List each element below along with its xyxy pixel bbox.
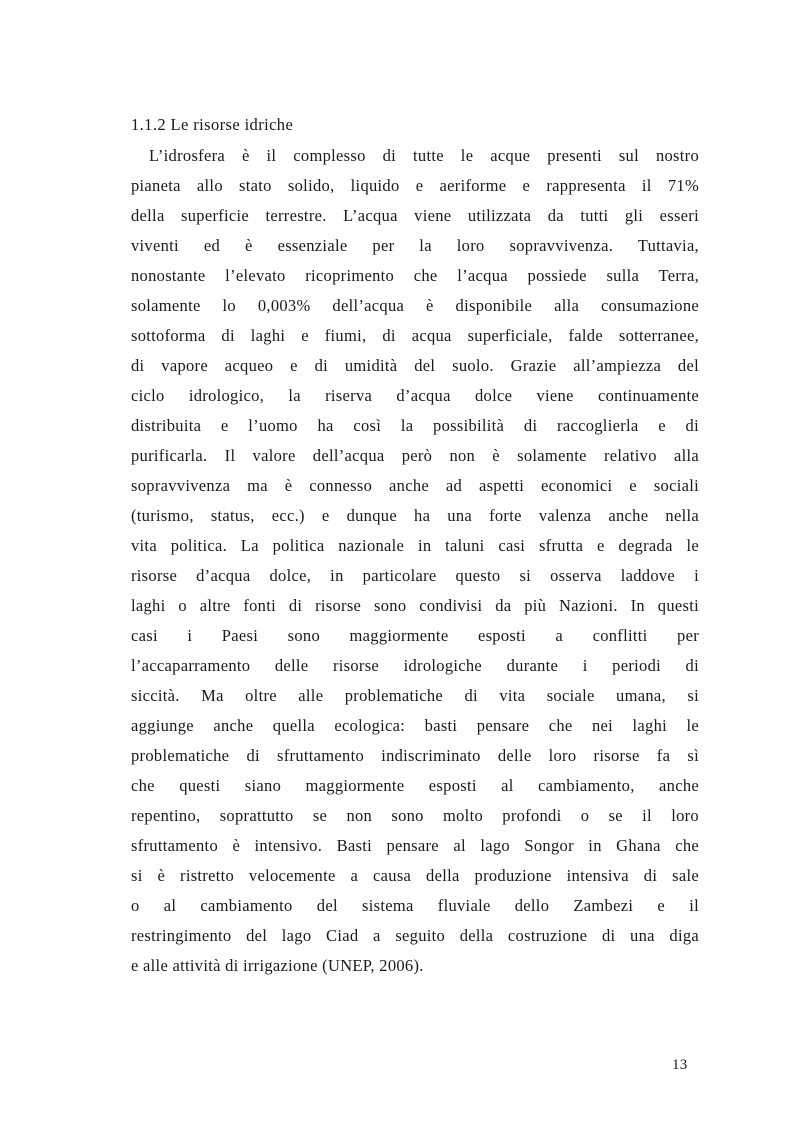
paragraph-line: nonostante l’elevato ricoprimento che l’acqua possiede sulla Terra, — [131, 266, 699, 285]
paragraph-line: della superficie terrestre. L’acqua viene utilizzata da tutti gli esseri — [131, 206, 699, 225]
paragraph-line: sopravvivenza ma è connesso anche ad aspetti economici e sociali — [131, 476, 699, 495]
paragraph-line: pianeta allo stato solido, liquido e aeriforme e rappresenta il 71% — [131, 176, 699, 195]
section-heading: 1.1.2 Le risorse idriche — [131, 115, 294, 134]
paragraph-line: l’accaparramento delle risorse idrologiche durante i periodi di — [131, 656, 699, 675]
paragraph-line: restringimento del lago Ciad a seguito della costruzione di una diga — [131, 926, 699, 945]
paragraph-line: aggiunge anche quella ecologica: basti pensare che nei laghi le — [131, 716, 699, 735]
paragraph-line: problematiche di sfruttamento indiscriminato delle loro risorse fa sì — [131, 746, 699, 765]
paragraph-line: vita politica. La politica nazionale in taluni casi sfrutta e degrada le — [131, 536, 699, 555]
paragraph-line: sfruttamento è intensivo. Basti pensare al lago Songor in Ghana che — [131, 836, 699, 855]
page-number: 13 — [672, 1057, 688, 1073]
paragraph-line: purificarla. Il valore dell’acqua però non è solamente relativo alla — [131, 446, 699, 465]
paragraph-line: o al cambiamento del sistema fluviale dello Zambezi e il — [131, 896, 699, 915]
paragraph-line: che questi siano maggiormente esposti al cambiamento, anche — [131, 776, 699, 795]
paragraph-line: si è ristretto velocemente a causa della produzione intensiva di sale — [131, 866, 699, 885]
paragraph-line: ciclo idrologico, la riserva d’acqua dolce viene continuamente — [131, 386, 699, 405]
paragraph-line: distribuita e l’uomo ha così la possibilità di raccoglierla e di — [131, 416, 699, 435]
body-paragraph — [131, 141, 699, 981]
paragraph-line: solamente lo 0,003% dell’acqua è disponibile alla consumazione — [131, 296, 699, 315]
paragraph-line: laghi o altre fonti di risorse sono condivisi da più Nazioni. In questi — [131, 596, 699, 615]
paragraph-line: casi i Paesi sono maggiormente esposti a conflitti per — [131, 626, 699, 645]
paragraph-line: risorse d’acqua dolce, in particolare questo si osserva laddove i — [131, 566, 699, 585]
paragraph-line: di vapore acqueo e di umidità del suolo. Grazie all’ampiezza del — [131, 356, 699, 375]
paragraph-line: repentino, soprattutto se non sono molto profondi o se il loro — [131, 806, 699, 825]
paragraph-line: sottoforma di laghi e fiumi, di acqua superficiale, falde sotterranee, — [131, 326, 699, 345]
paragraph-line: siccità. Ma oltre alle problematiche di vita sociale umana, si — [131, 686, 699, 705]
paragraph-line: e alle attività di irrigazione (UNEP, 2006). — [131, 956, 424, 975]
paragraph-line: (turismo, status, ecc.) e dunque ha una forte valenza anche nella — [131, 506, 699, 525]
paragraph-line: viventi ed è essenziale per la loro sopravvivenza. Tuttavia, — [131, 236, 699, 255]
paragraph-line: L’idrosfera è il complesso di tutte le acque presenti sul nostro — [149, 146, 699, 165]
